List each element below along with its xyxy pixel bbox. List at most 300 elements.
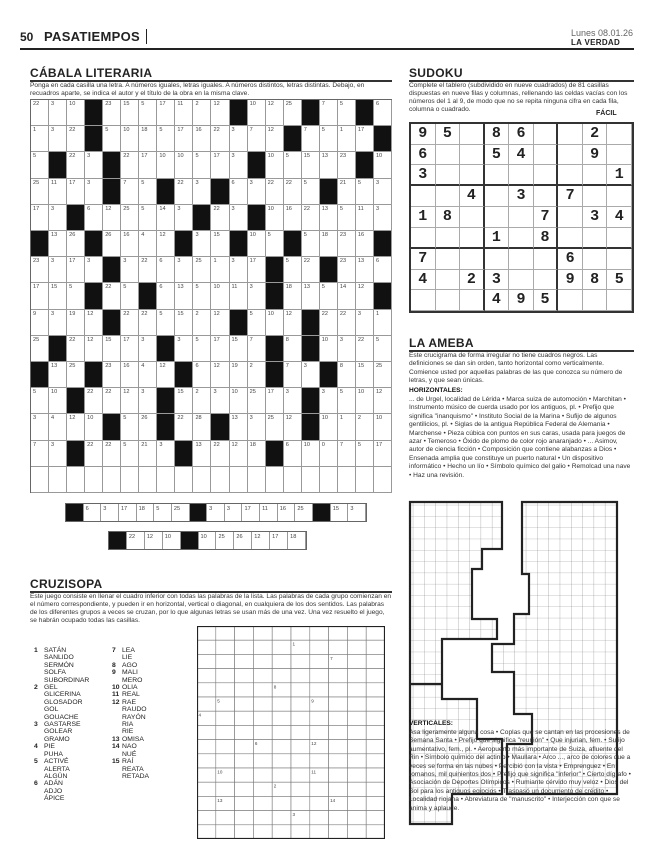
cabala-cell[interactable]: 10 bbox=[67, 100, 85, 126]
cabala-cell[interactable]: 10 bbox=[320, 336, 338, 362]
cabala-cell[interactable] bbox=[103, 257, 121, 283]
cruzisopa-cell[interactable] bbox=[216, 669, 235, 683]
cabala-cell[interactable] bbox=[302, 100, 320, 126]
cruzisopa-cell[interactable] bbox=[253, 654, 272, 668]
sudoku-cell[interactable] bbox=[509, 207, 534, 228]
cruzisopa-cell[interactable] bbox=[216, 754, 235, 768]
cabala-key-cell[interactable]: 17 bbox=[270, 532, 288, 549]
cruzisopa-cell[interactable] bbox=[366, 654, 385, 668]
cabala-cell[interactable]: 15 bbox=[175, 310, 193, 336]
cabala-cell[interactable]: 13 bbox=[49, 362, 67, 388]
sudoku-cell[interactable] bbox=[460, 165, 485, 186]
cabala-cell[interactable]: 18 bbox=[139, 126, 157, 152]
cabala-cell[interactable]: 0 bbox=[320, 441, 338, 467]
sudoku-cell[interactable]: 2 bbox=[583, 124, 608, 145]
cabala-cell[interactable]: 12 bbox=[157, 231, 175, 257]
cabala-cell[interactable]: 5 bbox=[302, 231, 320, 257]
cruzisopa-cell[interactable] bbox=[366, 697, 385, 711]
cabala-cell[interactable]: 10 bbox=[302, 441, 320, 467]
cabala-cell[interactable]: 15 bbox=[356, 362, 374, 388]
sudoku-cell[interactable] bbox=[607, 290, 632, 311]
cabala-cell[interactable] bbox=[175, 231, 193, 257]
sudoku-cell[interactable] bbox=[460, 228, 485, 249]
cabala-cell[interactable]: 7 bbox=[121, 179, 139, 205]
cabala-cell[interactable]: 22 bbox=[121, 152, 139, 178]
cruzisopa-cell[interactable] bbox=[310, 626, 329, 640]
cabala-cell[interactable] bbox=[139, 467, 157, 493]
cabala-cell[interactable]: 22 bbox=[103, 388, 121, 414]
cruzisopa-cell[interactable] bbox=[291, 626, 310, 640]
cabala-cell[interactable] bbox=[175, 362, 193, 388]
cabala-cell[interactable]: 22 bbox=[175, 179, 193, 205]
cabala-cell[interactable]: 3 bbox=[374, 179, 392, 205]
sudoku-cell[interactable] bbox=[436, 165, 461, 186]
cruzisopa-cell[interactable] bbox=[253, 669, 272, 683]
sudoku-cell[interactable] bbox=[558, 124, 583, 145]
cabala-cell[interactable]: 10 bbox=[85, 414, 103, 440]
cruzisopa-cell[interactable] bbox=[347, 711, 366, 725]
cabala-cell[interactable]: 3 bbox=[230, 257, 248, 283]
cruzisopa-cell[interactable] bbox=[216, 626, 235, 640]
cruzisopa-cell[interactable] bbox=[272, 825, 291, 839]
cruzisopa-cell[interactable] bbox=[329, 782, 348, 796]
sudoku-cell[interactable] bbox=[436, 186, 461, 207]
cruzisopa-cell[interactable] bbox=[197, 796, 216, 810]
sudoku-cell[interactable]: 5 bbox=[607, 270, 632, 291]
sudoku-cell[interactable] bbox=[509, 228, 534, 249]
cabala-cell[interactable]: 10 bbox=[248, 231, 266, 257]
cabala-cell[interactable] bbox=[103, 152, 121, 178]
cruzisopa-cell[interactable] bbox=[347, 754, 366, 768]
cabala-cell[interactable]: 10 bbox=[266, 205, 284, 231]
cabala-cell[interactable]: 3 bbox=[230, 205, 248, 231]
cabala-cell[interactable]: 7 bbox=[31, 441, 49, 467]
sudoku-cell[interactable] bbox=[485, 249, 510, 270]
cabala-cell[interactable] bbox=[175, 467, 193, 493]
cruzisopa-cell[interactable] bbox=[197, 669, 216, 683]
cabala-cell[interactable] bbox=[266, 467, 284, 493]
cabala-key-cell[interactable]: 6 bbox=[84, 504, 102, 521]
sudoku-cell[interactable] bbox=[436, 228, 461, 249]
cabala-cell[interactable] bbox=[85, 362, 103, 388]
cruzisopa-cell[interactable] bbox=[253, 796, 272, 810]
cabala-cell[interactable]: 12 bbox=[284, 310, 302, 336]
cabala-cell[interactable]: 3 bbox=[139, 388, 157, 414]
cabala-cell[interactable]: 12 bbox=[85, 310, 103, 336]
sudoku-cell[interactable]: 1 bbox=[485, 228, 510, 249]
cabala-cell[interactable]: 18 bbox=[284, 283, 302, 309]
cruzisopa-cell[interactable] bbox=[235, 768, 254, 782]
cabala-cell[interactable] bbox=[374, 467, 392, 493]
cabala-cell[interactable]: 15 bbox=[121, 100, 139, 126]
cabala-cell[interactable]: 5 bbox=[139, 205, 157, 231]
cabala-key-cell[interactable]: 17 bbox=[119, 504, 137, 521]
cabala-cell[interactable]: 5 bbox=[248, 310, 266, 336]
sudoku-cell[interactable]: 4 bbox=[607, 207, 632, 228]
cabala-key-cell[interactable]: 10 bbox=[163, 532, 181, 549]
cruzisopa-cell[interactable] bbox=[235, 754, 254, 768]
sudoku-cell[interactable] bbox=[534, 124, 559, 145]
cabala-cell[interactable]: 5 bbox=[121, 441, 139, 467]
cabala-cell[interactable] bbox=[67, 441, 85, 467]
cabala-cell[interactable]: 18 bbox=[320, 231, 338, 257]
cruzisopa-cell[interactable] bbox=[216, 811, 235, 825]
cruzisopa-cell[interactable] bbox=[329, 626, 348, 640]
cabala-cell[interactable]: 22 bbox=[211, 205, 229, 231]
cabala-cell[interactable]: 26 bbox=[67, 231, 85, 257]
cruzisopa-cell[interactable] bbox=[253, 725, 272, 739]
cabala-cell[interactable]: 10 bbox=[175, 152, 193, 178]
cabala-cell[interactable] bbox=[211, 179, 229, 205]
cabala-cell[interactable]: 3 bbox=[49, 205, 67, 231]
cabala-cell[interactable] bbox=[31, 362, 49, 388]
sudoku-cell[interactable] bbox=[607, 186, 632, 207]
sudoku-cell[interactable]: 9 bbox=[558, 270, 583, 291]
cabala-key-cell[interactable]: 26 bbox=[234, 532, 252, 549]
cabala-cell[interactable]: 17 bbox=[67, 179, 85, 205]
cruzisopa-cell[interactable] bbox=[253, 782, 272, 796]
cabala-cell[interactable]: 3 bbox=[230, 152, 248, 178]
cabala-cell[interactable] bbox=[374, 126, 392, 152]
cabala-key-cell[interactable]: 10 bbox=[199, 532, 217, 549]
cabala-cell[interactable]: 5 bbox=[374, 336, 392, 362]
cruzisopa-cell[interactable] bbox=[291, 669, 310, 683]
cruzisopa-cell[interactable] bbox=[272, 697, 291, 711]
cruzisopa-cell[interactable] bbox=[291, 725, 310, 739]
cruzisopa-cell[interactable] bbox=[347, 626, 366, 640]
cabala-cell[interactable]: 25 bbox=[67, 362, 85, 388]
cruzisopa-cell[interactable] bbox=[272, 811, 291, 825]
cabala-key-cell[interactable]: 15 bbox=[331, 504, 349, 521]
cabala-cell[interactable]: 22 bbox=[67, 126, 85, 152]
cabala-key-cell[interactable]: 3 bbox=[225, 504, 243, 521]
sudoku-cell[interactable] bbox=[411, 186, 436, 207]
cabala-cell[interactable]: 12 bbox=[266, 126, 284, 152]
sudoku-cell[interactable] bbox=[534, 249, 559, 270]
sudoku-grid[interactable] bbox=[409, 122, 634, 313]
cabala-cell[interactable]: 12 bbox=[266, 100, 284, 126]
cabala-key-cell[interactable]: 3 bbox=[348, 504, 366, 521]
sudoku-cell[interactable] bbox=[558, 165, 583, 186]
cabala-cell[interactable] bbox=[302, 467, 320, 493]
cruzisopa-cell[interactable] bbox=[197, 725, 216, 739]
cabala-cell[interactable]: 7 bbox=[248, 336, 266, 362]
cabala-key-cell[interactable] bbox=[181, 532, 199, 549]
cabala-cell[interactable]: 9 bbox=[31, 310, 49, 336]
cabala-cell[interactable]: 17 bbox=[356, 126, 374, 152]
cruzisopa-cell[interactable] bbox=[347, 640, 366, 654]
cruzisopa-cell[interactable] bbox=[235, 740, 254, 754]
cabala-cell[interactable] bbox=[356, 100, 374, 126]
sudoku-cell[interactable]: 7 bbox=[411, 249, 436, 270]
cabala-cell[interactable]: 8 bbox=[284, 336, 302, 362]
cruzisopa-cell[interactable] bbox=[366, 768, 385, 782]
cabala-cell[interactable]: 21 bbox=[338, 179, 356, 205]
cabala-cell[interactable]: 10 bbox=[320, 414, 338, 440]
sudoku-cell[interactable] bbox=[607, 145, 632, 166]
cabala-cell[interactable] bbox=[302, 336, 320, 362]
sudoku-cell[interactable]: 8 bbox=[534, 228, 559, 249]
cabala-cell[interactable]: 17 bbox=[31, 283, 49, 309]
sudoku-cell[interactable]: 3 bbox=[485, 270, 510, 291]
cruzisopa-cell[interactable] bbox=[235, 725, 254, 739]
cabala-cell[interactable]: 5 bbox=[157, 310, 175, 336]
sudoku-cell[interactable]: 2 bbox=[460, 270, 485, 291]
cruzisopa-cell[interactable] bbox=[216, 825, 235, 839]
cabala-cell[interactable]: 22 bbox=[67, 152, 85, 178]
cruzisopa-cell[interactable] bbox=[272, 711, 291, 725]
cabala-cell[interactable] bbox=[266, 441, 284, 467]
cabala-cell[interactable]: 12 bbox=[230, 441, 248, 467]
cabala-cell[interactable] bbox=[103, 414, 121, 440]
cabala-cell[interactable]: 5 bbox=[338, 100, 356, 126]
sudoku-cell[interactable] bbox=[558, 290, 583, 311]
cabala-key-cell[interactable]: 11 bbox=[260, 504, 278, 521]
cabala-key-cell[interactable]: 17 bbox=[242, 504, 260, 521]
cruzisopa-cell[interactable] bbox=[216, 740, 235, 754]
cabala-cell[interactable] bbox=[230, 467, 248, 493]
cruzisopa-cell[interactable] bbox=[310, 711, 329, 725]
cabala-cell[interactable] bbox=[85, 100, 103, 126]
cabala-cell[interactable]: 17 bbox=[139, 152, 157, 178]
cruzisopa-cell[interactable] bbox=[366, 740, 385, 754]
cabala-cell[interactable]: 25 bbox=[284, 100, 302, 126]
sudoku-cell[interactable] bbox=[485, 165, 510, 186]
cabala-cell[interactable]: 3 bbox=[320, 388, 338, 414]
cabala-cell[interactable]: 7 bbox=[284, 362, 302, 388]
cruzisopa-cell[interactable] bbox=[347, 654, 366, 668]
cabala-cell[interactable]: 13 bbox=[193, 441, 211, 467]
cabala-cell[interactable]: 12 bbox=[103, 205, 121, 231]
sudoku-cell[interactable]: 6 bbox=[411, 145, 436, 166]
sudoku-cell[interactable] bbox=[607, 249, 632, 270]
sudoku-cell[interactable]: 8 bbox=[485, 124, 510, 145]
cabala-key-cell[interactable]: 25 bbox=[172, 504, 190, 521]
cruzisopa-cell[interactable] bbox=[235, 811, 254, 825]
cruzisopa-cell[interactable] bbox=[272, 725, 291, 739]
cruzisopa-cell[interactable] bbox=[291, 683, 310, 697]
cabala-cell[interactable] bbox=[266, 336, 284, 362]
cabala-cell[interactable] bbox=[230, 100, 248, 126]
cabala-cell[interactable]: 19 bbox=[67, 310, 85, 336]
cruzisopa-cell[interactable] bbox=[347, 725, 366, 739]
cruzisopa-cell[interactable] bbox=[291, 654, 310, 668]
cabala-cell[interactable] bbox=[157, 179, 175, 205]
sudoku-cell[interactable]: 9 bbox=[509, 290, 534, 311]
cabala-cell[interactable]: 22 bbox=[139, 257, 157, 283]
cabala-cell[interactable]: 2 bbox=[193, 388, 211, 414]
cruzisopa-cell[interactable] bbox=[253, 754, 272, 768]
cabala-key-cell[interactable]: 25 bbox=[216, 532, 234, 549]
cabala-cell[interactable]: 19 bbox=[230, 362, 248, 388]
cabala-cell[interactable]: 17 bbox=[374, 441, 392, 467]
cabala-cell[interactable]: 22 bbox=[338, 310, 356, 336]
cabala-cell[interactable]: 28 bbox=[193, 414, 211, 440]
cabala-cell[interactable] bbox=[302, 414, 320, 440]
cruzisopa-cell[interactable] bbox=[216, 782, 235, 796]
cabala-cell[interactable]: 3 bbox=[139, 336, 157, 362]
cabala-cell[interactable]: 3 bbox=[175, 336, 193, 362]
cabala-cell[interactable]: 5 bbox=[302, 179, 320, 205]
cabala-cell[interactable]: 15 bbox=[230, 336, 248, 362]
cruzisopa-cell[interactable] bbox=[253, 768, 272, 782]
cruzisopa-cell[interactable] bbox=[272, 640, 291, 654]
cabala-cell[interactable]: 12 bbox=[211, 362, 229, 388]
sudoku-cell[interactable]: 7 bbox=[558, 186, 583, 207]
cruzisopa-cell[interactable] bbox=[329, 768, 348, 782]
cabala-cell[interactable] bbox=[211, 467, 229, 493]
cruzisopa-cell[interactable] bbox=[347, 796, 366, 810]
cabala-cell[interactable]: 10 bbox=[49, 388, 67, 414]
sudoku-cell[interactable]: 7 bbox=[534, 207, 559, 228]
cruzisopa-cell[interactable] bbox=[366, 754, 385, 768]
cabala-cell[interactable] bbox=[320, 467, 338, 493]
cabala-cell[interactable]: 22 bbox=[121, 310, 139, 336]
sudoku-cell[interactable]: 6 bbox=[558, 249, 583, 270]
cabala-key-cell[interactable]: 22 bbox=[127, 532, 145, 549]
cabala-cell[interactable]: 22 bbox=[302, 205, 320, 231]
cabala-cell[interactable] bbox=[230, 231, 248, 257]
sudoku-cell[interactable]: 1 bbox=[607, 165, 632, 186]
cabala-key-cell[interactable]: 12 bbox=[252, 532, 270, 549]
cruzisopa-cell[interactable] bbox=[197, 782, 216, 796]
cruzisopa-cell[interactable] bbox=[235, 683, 254, 697]
cabala-cell[interactable] bbox=[266, 362, 284, 388]
cruzisopa-cell[interactable] bbox=[291, 825, 310, 839]
cabala-cell[interactable] bbox=[193, 205, 211, 231]
cruzisopa-cell[interactable] bbox=[329, 640, 348, 654]
cabala-cell[interactable]: 23 bbox=[31, 257, 49, 283]
cabala-cell[interactable]: 3 bbox=[248, 179, 266, 205]
cabala-cell[interactable]: 6 bbox=[157, 283, 175, 309]
cruzisopa-cell[interactable] bbox=[366, 782, 385, 796]
cabala-cell[interactable]: 1 bbox=[211, 257, 229, 283]
cruzisopa-cell[interactable] bbox=[310, 640, 329, 654]
sudoku-cell[interactable]: 5 bbox=[485, 145, 510, 166]
sudoku-cell[interactable] bbox=[436, 290, 461, 311]
cruzisopa-cell[interactable] bbox=[329, 811, 348, 825]
cruzisopa-cell[interactable] bbox=[329, 669, 348, 683]
sudoku-cell[interactable]: 8 bbox=[436, 207, 461, 228]
sudoku-cell[interactable] bbox=[436, 270, 461, 291]
cruzisopa-cell[interactable] bbox=[366, 669, 385, 683]
cruzisopa-cell[interactable] bbox=[310, 654, 329, 668]
cabala-cell[interactable] bbox=[284, 126, 302, 152]
cabala-cell[interactable]: 17 bbox=[266, 388, 284, 414]
cabala-cell[interactable]: 6 bbox=[374, 257, 392, 283]
cruzisopa-cell[interactable] bbox=[366, 683, 385, 697]
cabala-cell[interactable] bbox=[85, 231, 103, 257]
cabala-grid[interactable] bbox=[30, 99, 392, 493]
cabala-cell[interactable]: 5 bbox=[284, 257, 302, 283]
cabala-cell[interactable]: 3 bbox=[49, 257, 67, 283]
cabala-cell[interactable]: 3 bbox=[175, 257, 193, 283]
sudoku-cell[interactable] bbox=[558, 207, 583, 228]
sudoku-cell[interactable]: 9 bbox=[411, 124, 436, 145]
sudoku-cell[interactable] bbox=[534, 145, 559, 166]
cabala-cell[interactable]: 5 bbox=[31, 152, 49, 178]
cabala-cell[interactable]: 1 bbox=[374, 310, 392, 336]
cabala-cell[interactable]: 5 bbox=[67, 283, 85, 309]
cabala-cell[interactable]: 2 bbox=[356, 414, 374, 440]
cabala-key-cell[interactable]: 18 bbox=[288, 532, 306, 549]
cabala-author-row[interactable] bbox=[65, 503, 367, 522]
cruzisopa-cell[interactable] bbox=[291, 711, 310, 725]
cabala-cell[interactable] bbox=[320, 257, 338, 283]
cabala-cell[interactable]: 21 bbox=[139, 441, 157, 467]
cabala-cell[interactable]: 3 bbox=[85, 179, 103, 205]
cruzisopa-cell[interactable] bbox=[366, 640, 385, 654]
cabala-cell[interactable]: 6 bbox=[284, 441, 302, 467]
cabala-cell[interactable]: 12 bbox=[374, 388, 392, 414]
cabala-cell[interactable]: 3 bbox=[211, 388, 229, 414]
cabala-cell[interactable] bbox=[338, 467, 356, 493]
cabala-cell[interactable]: 22 bbox=[103, 283, 121, 309]
cabala-cell[interactable]: 12 bbox=[356, 283, 374, 309]
cabala-cell[interactable]: 10 bbox=[266, 310, 284, 336]
sudoku-cell[interactable] bbox=[509, 270, 534, 291]
cabala-cell[interactable]: 3 bbox=[85, 257, 103, 283]
cabala-cell[interactable]: 22 bbox=[284, 179, 302, 205]
cabala-key-cell[interactable]: 25 bbox=[295, 504, 313, 521]
cabala-cell[interactable]: 12 bbox=[211, 310, 229, 336]
cruzisopa-cell[interactable] bbox=[197, 654, 216, 668]
cabala-cell[interactable]: 22 bbox=[211, 441, 229, 467]
cabala-cell[interactable]: 13 bbox=[356, 257, 374, 283]
sudoku-cell[interactable] bbox=[460, 207, 485, 228]
cruzisopa-cell[interactable] bbox=[253, 711, 272, 725]
cabala-cell[interactable]: 22 bbox=[211, 126, 229, 152]
cabala-key-cell[interactable] bbox=[313, 504, 331, 521]
cabala-cell[interactable]: 3 bbox=[157, 441, 175, 467]
cabala-cell[interactable]: 7 bbox=[248, 126, 266, 152]
cabala-cell[interactable]: 5 bbox=[157, 126, 175, 152]
cabala-cell[interactable]: 11 bbox=[175, 100, 193, 126]
cruzisopa-cell[interactable] bbox=[347, 669, 366, 683]
cabala-cell[interactable]: 23 bbox=[338, 152, 356, 178]
cabala-cell[interactable]: 10 bbox=[374, 152, 392, 178]
sudoku-cell[interactable] bbox=[558, 145, 583, 166]
cabala-cell[interactable] bbox=[356, 152, 374, 178]
cruzisopa-cell[interactable] bbox=[329, 825, 348, 839]
cabala-cell[interactable]: 17 bbox=[67, 257, 85, 283]
cruzisopa-cell[interactable] bbox=[197, 768, 216, 782]
cabala-cell[interactable]: 3 bbox=[230, 126, 248, 152]
cabala-cell[interactable] bbox=[230, 310, 248, 336]
cabala-cell[interactable] bbox=[121, 467, 139, 493]
sudoku-cell[interactable] bbox=[583, 186, 608, 207]
cabala-cell[interactable]: 15 bbox=[211, 231, 229, 257]
cabala-title-row[interactable] bbox=[108, 531, 307, 550]
cabala-cell[interactable]: 5 bbox=[338, 388, 356, 414]
cabala-cell[interactable]: 23 bbox=[103, 100, 121, 126]
cruzisopa-cell[interactable] bbox=[366, 711, 385, 725]
sudoku-cell[interactable]: 4 bbox=[460, 186, 485, 207]
cruzisopa-cell[interactable] bbox=[347, 782, 366, 796]
cruzisopa-cell[interactable] bbox=[310, 669, 329, 683]
sudoku-cell[interactable] bbox=[485, 186, 510, 207]
cabala-cell[interactable]: 16 bbox=[356, 231, 374, 257]
cruzisopa-cell[interactable] bbox=[347, 740, 366, 754]
cabala-cell[interactable]: 5 bbox=[121, 414, 139, 440]
cruzisopa-cell[interactable] bbox=[272, 626, 291, 640]
cabala-cell[interactable]: 1 bbox=[338, 126, 356, 152]
cabala-cell[interactable] bbox=[157, 388, 175, 414]
cabala-cell[interactable]: 22 bbox=[356, 336, 374, 362]
cruzisopa-cell[interactable] bbox=[253, 811, 272, 825]
cruzisopa-cell[interactable] bbox=[291, 754, 310, 768]
cabala-cell[interactable]: 2 bbox=[248, 362, 266, 388]
